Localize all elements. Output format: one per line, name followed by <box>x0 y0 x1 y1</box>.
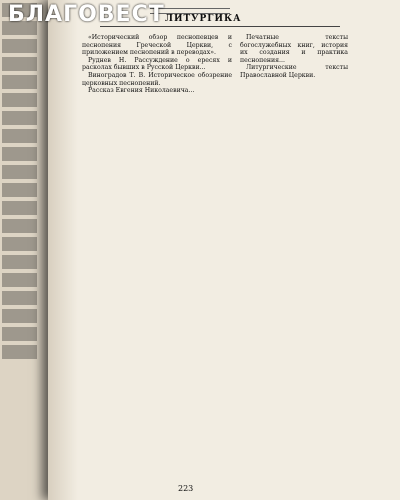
page-number: 223 <box>178 484 194 493</box>
previous-page-edge <box>0 0 48 500</box>
paragraph: Рассказ Евгения Николаевича... <box>88 87 195 95</box>
watermark: БЛАГОВЕСТ <box>8 2 165 27</box>
text-column-right <box>240 34 348 476</box>
paragraph: Печатные тексты богослужебных книг, история их создания и практика песнопения... <box>240 34 348 64</box>
paragraph: Виноградов Т. В. Историческое обозрение церковных песнопений. <box>82 71 232 87</box>
paragraph: Руднев Н. Рассуждение о ересях и расколах бывших в Русской Церкви... <box>82 56 232 72</box>
running-head: ЛИТУРГИКА <box>165 14 242 24</box>
page-gutter <box>48 0 78 500</box>
paragraph: «Исторический обзор песнопевцев и песнопения Греческой Церкви, с приложением песнопений в переводах». <box>82 34 232 57</box>
text-column-left <box>82 34 232 476</box>
paragraph: Литургические тексты Православной Церкви. <box>240 64 348 79</box>
